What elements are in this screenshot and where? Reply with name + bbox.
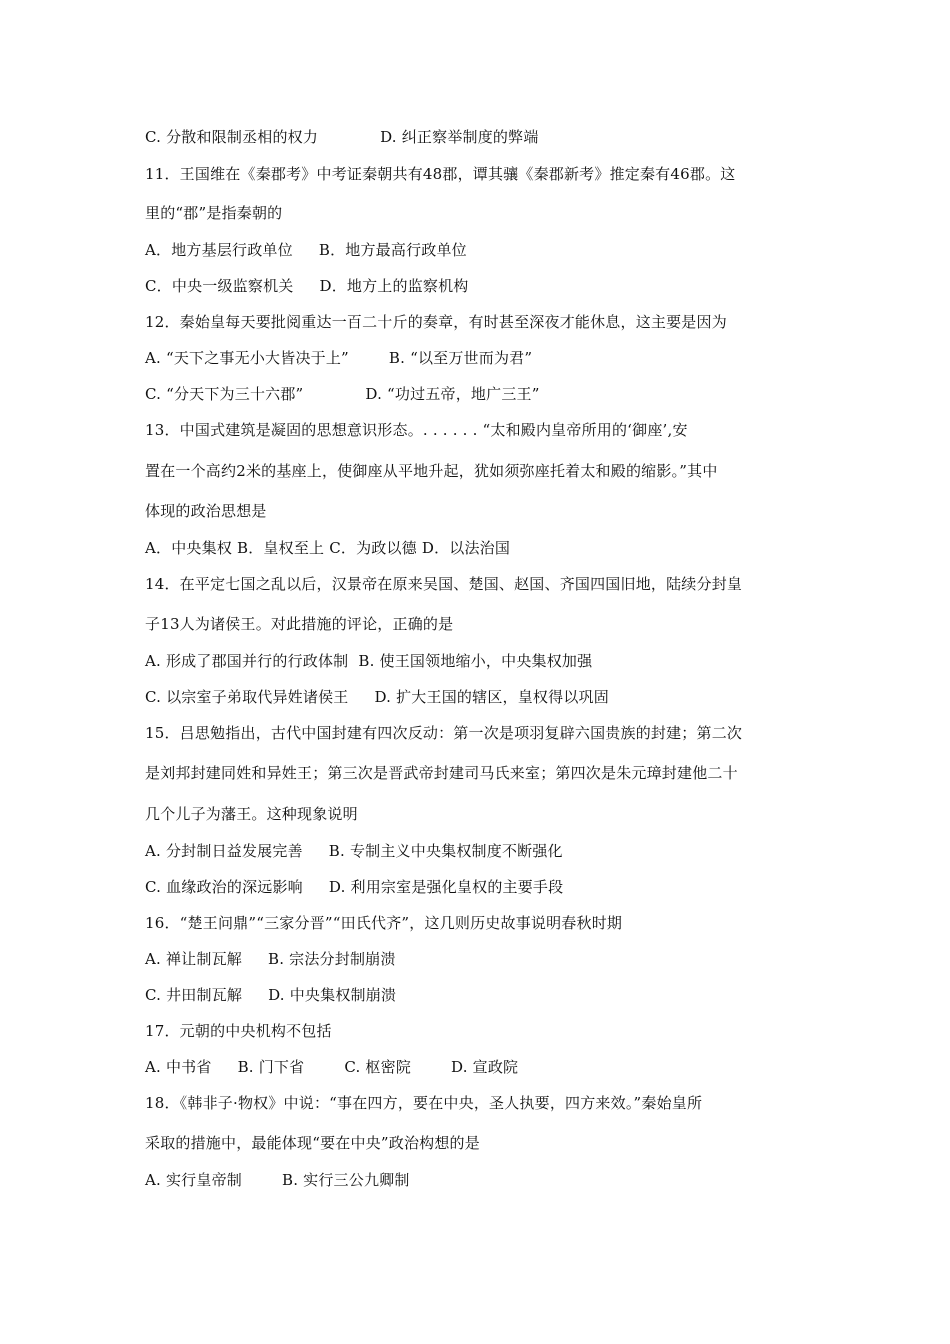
question-14-text: 14．在平定七国之乱以后，汉景帝在原来吴国、楚国、赵国、齐国四国旧地，陆续分封皇	[145, 575, 743, 593]
option-d: D．地方上的监察机构	[319, 277, 469, 295]
option-line	[145, 877, 563, 897]
option-c: C. 井田制瓦解	[145, 986, 243, 1004]
option-line	[145, 985, 396, 1005]
option-b: B. 使王国领地缩小，中央集权加强	[358, 652, 593, 670]
question-11-text: 11．王国维在《秦郡考》中考证秦朝共有48郡，谭其骧《秦郡新考》推定秦有46郡。这	[145, 165, 736, 183]
option-line	[145, 687, 609, 707]
option-c: C. “分天下为三十六郡”	[145, 385, 304, 403]
option-c: C．中央一级监察机关	[145, 277, 294, 295]
option-b: B. 专制主义中央集权制度不断强化	[328, 842, 563, 860]
question-18-text: 18．《韩非子·物权》中说：“事在四方，要在中央，圣人执要，四方来效。”秦始皇所	[145, 1094, 703, 1112]
option-line	[145, 127, 539, 147]
question-11-text-cont: 里的“郡”是指秦朝的	[145, 204, 283, 222]
option-c: C. 以宗室子弟取代异姓诸侯王	[145, 688, 349, 706]
question-15-text: 15．吕思勉指出，古代中国封建有四次反动：第一次是项羽复辟六国贵族的封建；第二次	[145, 724, 743, 742]
option-d: D. 宣政院	[451, 1058, 519, 1076]
option-d: D. 中央集权制崩溃	[268, 986, 397, 1004]
question-17-text: 17．元朝的中央机构不包括	[145, 1022, 332, 1040]
option-line	[145, 949, 396, 969]
option-line	[145, 384, 540, 404]
question-13-text: 13．中国式建筑是凝固的思想意识形态。. . . . . . “太和殿内皇帝所用的‘御座’,安	[145, 421, 688, 439]
option-c: C. 分散和限制丞相的权力	[145, 128, 319, 146]
option-a: A. 禅让制瓦解	[145, 950, 242, 968]
question-18-text-cont: 采取的措施中，最能体现“要在中央”政治构想的是	[145, 1134, 480, 1152]
option-line	[145, 1057, 518, 1077]
option-line	[145, 841, 563, 861]
option-a: A. 分封制日益发展完善	[145, 842, 303, 860]
question-16-text: 16．“楚王问鼎”“三家分晋”“田氏代齐”，这几则历史故事说明春秋时期	[145, 914, 623, 932]
option-a: A. 实行皇帝制	[145, 1171, 242, 1189]
question-13-text-cont: 体现的政治思想是	[145, 502, 267, 520]
option-c: C. 枢密院	[344, 1058, 412, 1076]
question-13-options: A．中央集权 B．皇权至上 C．为政以德 D．以法治国	[145, 539, 511, 557]
option-b: B. 实行三公九卿制	[281, 1171, 410, 1189]
option-b: B. 宗法分封制崩溃	[267, 950, 396, 968]
option-a: A．地方基层行政单位	[145, 241, 293, 259]
question-13-text-cont: 置在一个高约2米的基座上，使御座从平地升起，犹如须弥座托着太和殿的缩影。”其中	[145, 462, 718, 480]
option-b: B. “以至万世而为君”	[388, 349, 533, 367]
option-line	[145, 276, 469, 296]
option-line	[145, 651, 592, 671]
question-14-text-cont: 子13人为诸侯王。对此措施的评论，正确的是	[145, 615, 454, 633]
option-c: C. 血缘政治的深远影响	[145, 878, 303, 896]
option-b: B. 门下省	[237, 1058, 305, 1076]
question-15-text-cont: 是刘邦封建同姓和异姓王；第三次是晋武帝封建司马氏来室；第四次是朱元璋封建他二十	[145, 764, 738, 782]
option-a: A. “天下之事无小大皆决于上”	[145, 349, 349, 367]
option-line	[145, 1170, 410, 1190]
option-line	[145, 348, 532, 368]
option-b: B．地方最高行政单位	[318, 241, 467, 259]
option-a: A. 中书省	[145, 1058, 212, 1076]
option-a: A. 形成了郡国并行的行政体制	[145, 652, 349, 670]
question-15-text-cont: 几个儿子为藩王。这种现象说明	[145, 805, 358, 823]
option-d: D. 扩大王国的辖区，皇权得以巩固	[374, 688, 609, 706]
option-d: D. “功过五帝，地广三王”	[365, 385, 540, 403]
option-d: D. 纠正察举制度的弊端	[380, 128, 539, 146]
option-d: D. 利用宗室是强化皇权的主要手段	[328, 878, 564, 896]
question-12-text: 12．秦始皇每天要批阅重达一百二十斤的奏章，有时甚至深夜才能休息，这主要是因为	[145, 313, 727, 331]
option-line	[145, 240, 467, 260]
